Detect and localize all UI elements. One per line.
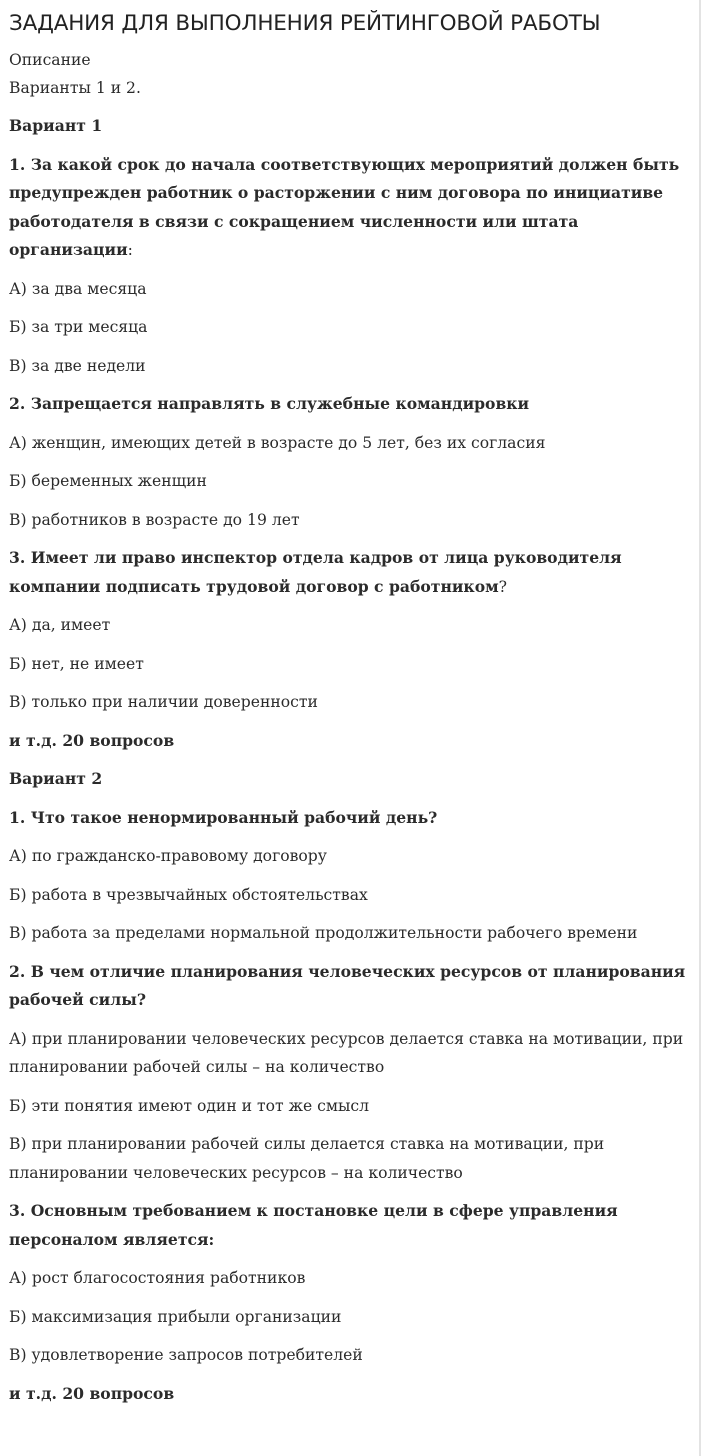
- answer-option: Б) за три месяца: [9, 318, 148, 336]
- question-suffix: ?: [498, 577, 508, 596]
- variant2-footer: и т.д. 20 вопросов: [9, 1383, 175, 1403]
- variant2-question-1: 1. Что такое ненормированный рабочий день?: [9, 807, 438, 827]
- document-content: [9, 8, 691, 1408]
- document-title: ЗАДАНИЯ ДЛЯ ВЫПОЛНЕНИЯ РЕЙТИНГОВОЙ РАБОТЫ: [9, 11, 601, 36]
- answer-option: А) рост благосостояния работников: [9, 1269, 306, 1287]
- variant1-question-2: 2. Запрещается направлять в служебные командировки: [9, 394, 530, 413]
- variant1-question-3: [9, 544, 691, 601]
- variant1-heading: Вариант 1: [9, 116, 103, 135]
- answer-option: А) да, имеет: [9, 616, 111, 634]
- answer-option: Б) работа в чрезвычайных обстоятельствах: [9, 885, 368, 904]
- variant2-heading: Вариант 2: [9, 769, 103, 788]
- answer-option: А) по гражданско-правовому договору: [9, 847, 327, 865]
- answer-option: Б) эти понятия имеют один и тот же смысл: [9, 1096, 370, 1115]
- variant2-question-3: 3. Основным требованием к постановке цели в сфере управления персоналом является:: [9, 1201, 618, 1249]
- description-heading: Описание: [9, 51, 91, 69]
- answer-option: Б) беременных женщин: [9, 472, 207, 490]
- answer-option: В) работа за пределами нормальной продолжительности рабочего времени: [9, 924, 638, 942]
- answer-option: В) за две недели: [9, 356, 146, 375]
- answer-option: В) работников в возрасте до 19 лет: [9, 510, 300, 529]
- answer-option: А) женщин, имеющих детей в возрасте до 5 лет, без их согласия: [9, 433, 546, 452]
- variant1-footer: и т.д. 20 вопросов: [9, 730, 175, 750]
- answer-option: В) только при наличии доверенности: [9, 693, 318, 711]
- variant2-question-2: 2. В чем отличие планирования человеческих ресурсов от планирования рабочей силы?: [9, 961, 686, 1009]
- answer-option: В) при планировании рабочей силы делается ставка на мотивации, при планировании человеческих ресурсов – на количество: [9, 1135, 605, 1182]
- variant1-question-1: [9, 151, 691, 265]
- question-text: 1. За какой срок до начала соответствующих мероприятий должен быть предупрежден работник о расторжении с ним договора по инициативе работодателя в связи с сокращением численности или штата организации: [9, 154, 680, 259]
- answer-option: А) при планировании человеческих ресурсов делается ставка на мотивации, при планировании рабочей силы – на количество: [9, 1029, 684, 1076]
- answer-option: А) за два месяца: [9, 279, 147, 298]
- answer-option: Б) максимизация прибыли организации: [9, 1307, 342, 1326]
- variants-note: Варианты 1 и 2.: [9, 79, 141, 97]
- question-suffix: :: [127, 241, 133, 259]
- question-text: 3. Имеет ли право инспектор отдела кадров от лица руководителя компании подписать трудовой договор с работником: [9, 548, 622, 596]
- answer-option: В) удовлетворение запросов потребителей: [9, 1346, 363, 1364]
- answer-option: Б) нет, не имеет: [9, 654, 144, 673]
